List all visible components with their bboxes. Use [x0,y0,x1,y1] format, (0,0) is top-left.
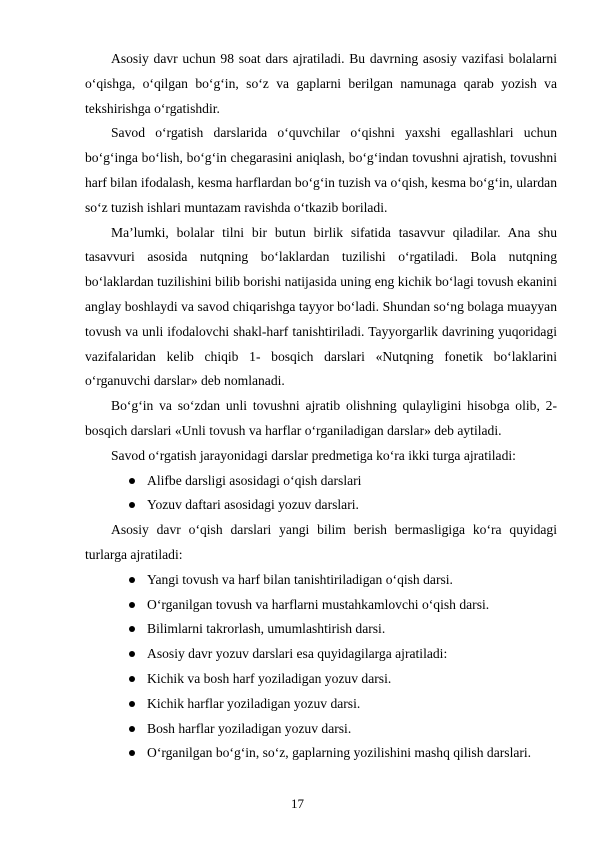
bullet-icon [129,750,135,756]
list-item [85,642,557,667]
list-item [85,593,557,618]
list-item [85,667,557,692]
document-body [85,47,557,766]
bullet-icon [129,726,135,732]
list-item-text: Bilimlarni takrorlash, umumlashtirish darsi. [147,621,386,637]
paragraph: Asosiy davr uchun 98 soat dars ajratiladi. Bu davrning asosiy vazifasi bolalarni o‘qishga, o‘qilgan bo‘g‘in, so‘z va gaplarni berilgan namunaga qarab yozish va tekshirishga o‘rgatishdir. [85,51,557,116]
bullet-icon [129,701,135,707]
bullet-icon [129,602,135,608]
list-item-text: O‘rganilgan bo‘g‘in, so‘z, gaplarning yozilishini mashq qilish darslari. [147,745,532,761]
bullet-icon [129,502,135,508]
paragraph: Bo‘g‘in va so‘zdan unli tovushni ajratib olishning qulayligini hisobga olib, 2-bosqich darslari «Unli tovush va harflar o‘rganiladigan darslar» deb aytiladi. [85,398,557,438]
list-item [85,469,557,494]
list-item [85,617,557,642]
bullet-icon [129,626,135,632]
list-item-text: Asosiy davr yozuv darslari esa quyidagilarga ajratiladi: [147,646,448,662]
paragraph: Savod o‘rgatish jarayonidagi darslar predmetiga ko‘ra ikki turga ajratiladi: [111,447,516,463]
list-item-text: Alifbe darsligi asosidagi o‘qish darslari [147,472,362,488]
paragraph: Savod o‘rgatish darslarida o‘quvchilar o‘qishni yaxshi egallashlari uchun bo‘g‘inga bo‘lish, bo‘g‘in chegarasini aniqlash, bo‘g‘indan tovushni ajratish, tovushni harf bilan ifodalash, kesma harflardan bo‘g‘in tuzish va o‘qish, kesma bo‘g‘in, ulardan so‘z tuzish ishlari muntazam ravishda o‘tkazib boriladi. [85,125,557,215]
bullet-icon [129,478,135,484]
list-item-text: Bosh harflar yoziladigan yozuv darsi. [147,720,352,736]
list-item [85,741,557,766]
bullet-list-lesson-types [85,469,557,519]
list-item-text: O‘rganilgan tovush va harflarni mustahkamlovchi o‘qish darsi. [147,596,490,612]
list-item-text: Kichik va bosh harf yoziladigan yozuv darsi. [147,670,392,686]
list-item [85,717,557,742]
paragraph: Ma’lumki, bolalar tilni bir butun birlik sifatida tasavvur qiladilar. Ana shu tasavvuri asosida nutqning bo‘laklardan tuzilishi o‘rgatiladi. Bola nutqning bo‘laklardan tuzilishini bilib borishi natijasida uning eng kichik bo‘lagi tovush ekanini anglay boshlaydi va savod chiqarishga tayyor bo‘ladi. Shundan so‘ng bolaga muayyan tovush va unli ifodalovchi shakl-harf tanishtiriladi. Tayyorgarlik davrining yuqoridagi vazifalaridan kelib chiqib 1- bosqich darslari «Nutqning fonetik bo‘laklarini o‘rganuvchi darslar» deb nomlanadi. [85,224,557,389]
list-item-text: Yozuv daftari asosidagi yozuv darslari. [147,497,359,513]
page-number: 17 [291,796,304,811]
bullet-icon [129,651,135,657]
bullet-list-reading-lessons [85,568,557,766]
list-item-text: Yangi tovush va harf bilan tanishtiriladigan o‘qish darsi. [147,571,453,587]
paragraph: Asosiy davr o‘qish darslari yangi bilim berish bermasligiga ko‘ra quyidagi turlarga ajratiladi: [85,522,557,562]
bullet-icon [129,577,135,583]
list-item [85,568,557,593]
list-item-text: Kichik harflar yoziladigan yozuv darsi. [147,695,361,711]
list-item [85,692,557,717]
list-item [85,493,557,518]
bullet-icon [129,676,135,682]
